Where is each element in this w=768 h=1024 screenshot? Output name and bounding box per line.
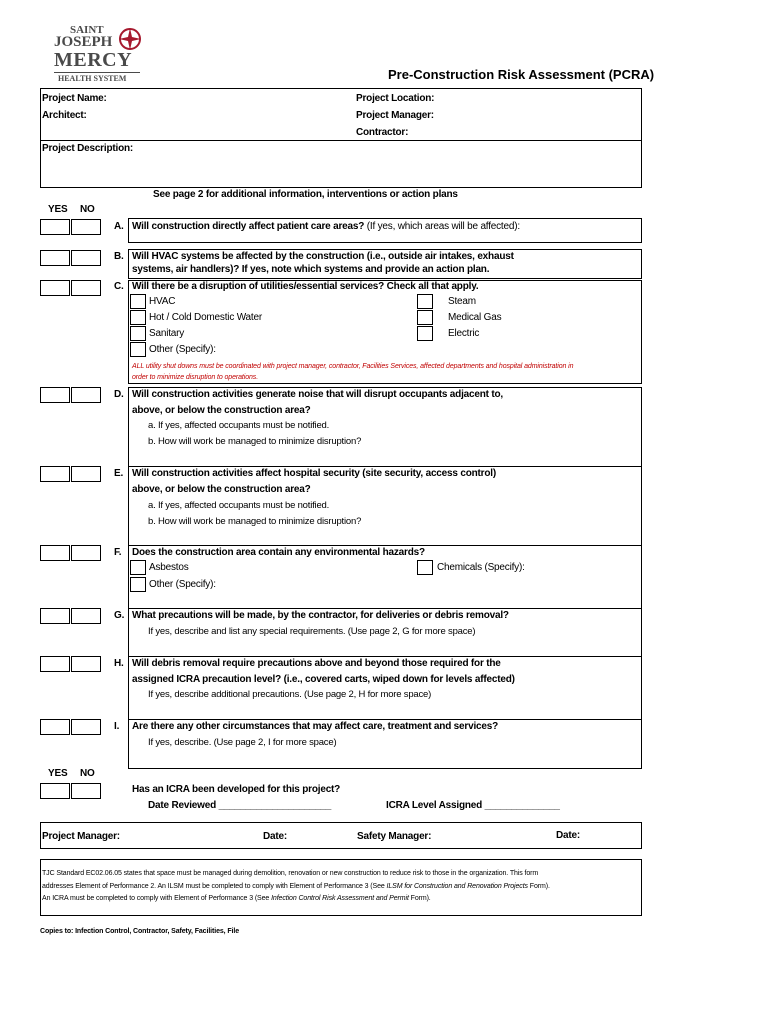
question-c-no-checkbox[interactable] [71,280,101,296]
question-f-yes-checkbox[interactable] [40,545,70,561]
question-h-letter: H. [114,658,124,669]
question-e-sub-a: a. If yes, affected occupants must be notified. [148,500,330,511]
question-c-letter: C. [114,281,124,292]
question-i-no-checkbox[interactable] [71,719,101,735]
question-f-text: Does the construction area contain any environmental hazards? [132,547,425,558]
icra-yes-header: YES [48,768,68,779]
project-location-label: Project Location: [356,93,435,104]
icra-no-checkbox[interactable] [71,783,101,799]
sanitary-checkbox[interactable] [130,326,146,341]
asbestos-checkbox[interactable] [130,560,146,575]
question-c-text: Will there be a disruption of utilities/essential services? Check all that apply. [132,281,479,292]
tjc-line-3 [42,895,431,902]
question-a-rest: (If yes, which areas will be affected): [364,221,520,232]
tjc-line-1: TJC Standard EC02.06.05 states that space must be managed during demolition, renovation or new construction to reduce risk to those in the organization. This form [42,870,539,877]
question-h-no-checkbox[interactable] [71,656,101,672]
question-b-yes-checkbox[interactable] [40,250,70,266]
question-d-sub-a: a. If yes, affected occupants must be notified. [148,420,330,431]
logo-line-3: MERCY [54,49,133,71]
question-e-no-checkbox[interactable] [71,466,101,482]
question-i-yes-checkbox[interactable] [40,719,70,735]
question-g-text: What precautions will be made, by the contractor, for deliveries or debris removal? [132,610,509,621]
utility-other-label: Other (Specify): [149,344,216,355]
question-h-line-2: assigned ICRA precaution level? (i.e., covered carts, wiped down for levels affected) [132,674,515,685]
sig-safety-manager-label: Safety Manager: [357,831,432,842]
question-a-letter: A. [114,221,124,232]
tjc-line-2-italic: ILSM for Construction and Renovation Projects [386,883,528,890]
sig-date-2-label: Date: [556,830,581,841]
question-i-letter: I. [114,721,120,732]
tjc-line-2a: addresses Element of Performance 2. An ILSM must be completed to comply with Element of Performance 3 (See [42,883,387,890]
icra-level-field[interactable]: ICRA Level Assigned ______________ [386,800,560,811]
asbestos-label: Asbestos [149,562,189,573]
question-a-no-checkbox[interactable] [71,219,101,235]
logo-line-2: JOSEPH [54,34,113,50]
question-a-yes-checkbox[interactable] [40,219,70,235]
project-description-label: Project Description: [42,143,134,154]
question-h-sub: If yes, describe additional precautions. (Use page 2, H for more space) [148,689,432,700]
icra-no-header: NO [80,768,95,779]
question-b-line-2: systems, air handlers)? If yes, note which systems and provide an action plan. [132,264,490,275]
steam-label: Steam [448,296,476,307]
sig-date-1-label: Date: [263,831,288,842]
question-b-no-checkbox[interactable] [71,250,101,266]
domestic-water-checkbox[interactable] [130,310,146,325]
hvac-checkbox[interactable] [130,294,146,309]
question-d-sub-b: b. How will work be managed to minimize disruption? [148,436,362,447]
project-name-label: Project Name: [42,93,107,104]
question-d-no-checkbox[interactable] [71,387,101,403]
date-reviewed-field[interactable]: Date Reviewed _____________________ [148,800,332,811]
hazard-other-label: Other (Specify): [149,579,216,590]
steam-checkbox[interactable] [417,294,433,309]
question-g-yes-checkbox[interactable] [40,608,70,624]
chemicals-label: Chemicals (Specify): [437,562,525,573]
yes-header: YES [48,204,68,215]
question-d-letter: D. [114,389,124,400]
question-e-yes-checkbox[interactable] [40,466,70,482]
question-b-letter: B. [114,251,124,262]
utility-other-checkbox[interactable] [130,342,146,357]
question-g-sub: If yes, describe and list any special requirements. (Use page 2, G for more space) [148,626,476,637]
page-title: Pre-Construction Risk Assessment (PCRA) [388,67,655,82]
question-e-line-1: Will construction activities affect hospital security (site security, access control) [132,468,496,479]
project-manager-label: Project Manager: [356,110,434,121]
question-f-no-checkbox[interactable] [71,545,101,561]
architect-label: Architect: [42,110,87,121]
question-a-text [132,221,520,232]
question-b-line-1: Will HVAC systems be affected by the construction (i.e., outside air intakes, exhaust [132,251,514,262]
tjc-line-3a: An ICRA must be completed to comply with Element of Performance 3 (See [42,895,272,902]
question-i-text: Are there any other circumstances that may affect care, treatment and services? [132,721,499,732]
logo [50,24,145,86]
hazard-other-checkbox[interactable] [130,577,146,592]
tjc-line-2 [42,883,550,890]
question-e-sub-b: b. How will work be managed to minimize disruption? [148,516,362,527]
question-g-letter: G. [114,610,125,621]
question-h-line-1: Will debris removal require precautions above and beyond those required for the [132,658,501,669]
header-divider [40,140,642,141]
question-e-letter: E. [114,468,124,479]
logo-rule [54,72,140,73]
logo-line-4: HEALTH SYSTEM [58,74,127,83]
tjc-line-2b: Form). [527,883,550,890]
chemicals-checkbox[interactable] [417,560,433,575]
contractor-label: Contractor: [356,127,409,138]
logo-line-1: SAINT [70,24,104,36]
question-c-yes-checkbox[interactable] [40,280,70,296]
question-a-bold: Will construction directly affect patient care areas? [132,221,365,232]
copies-to-note: Copies to: Infection Control, Contractor, Safety, Facilities, File [40,928,240,935]
question-f-letter: F. [114,547,122,558]
signature-box [40,822,642,849]
question-h-yes-checkbox[interactable] [40,656,70,672]
see-page-note: See page 2 for additional information, interventions or action plans [153,189,458,200]
medical-gas-checkbox[interactable] [417,310,433,325]
project-info-box [40,88,642,188]
no-header: NO [80,204,95,215]
question-d-yes-checkbox[interactable] [40,387,70,403]
question-e-line-2: above, or below the construction area? [132,484,311,495]
hvac-label: HVAC [149,296,176,307]
question-i-sub: If yes, describe. (Use page 2, I for more space) [148,737,337,748]
domestic-water-label: Hot / Cold Domestic Water [149,312,262,323]
utility-note-line-2: order to minimize disruption to operations. [132,374,259,381]
electric-checkbox[interactable] [417,326,433,341]
icra-question: Has an ICRA been developed for this project? [132,784,341,795]
icra-yes-checkbox[interactable] [40,783,70,799]
sig-project-manager-label: Project Manager: [42,831,120,842]
tjc-line-3-italic: Infection Control Risk Assessment and Permit [271,895,409,902]
electric-label: Electric [448,328,480,339]
utility-note-line-1: ALL utility shut downs must be coordinated with project manager, contractor, Facilities Services, affected departments and hospital administration in [132,363,574,370]
tjc-line-3b: Form). [408,895,431,902]
question-d-line-1: Will construction activities generate noise that will disrupt occupants adjacent to, [132,389,503,400]
sanitary-label: Sanitary [149,328,185,339]
medical-gas-label: Medical Gas [448,312,502,323]
question-g-no-checkbox[interactable] [71,608,101,624]
question-d-line-2: above, or below the construction area? [132,405,311,416]
